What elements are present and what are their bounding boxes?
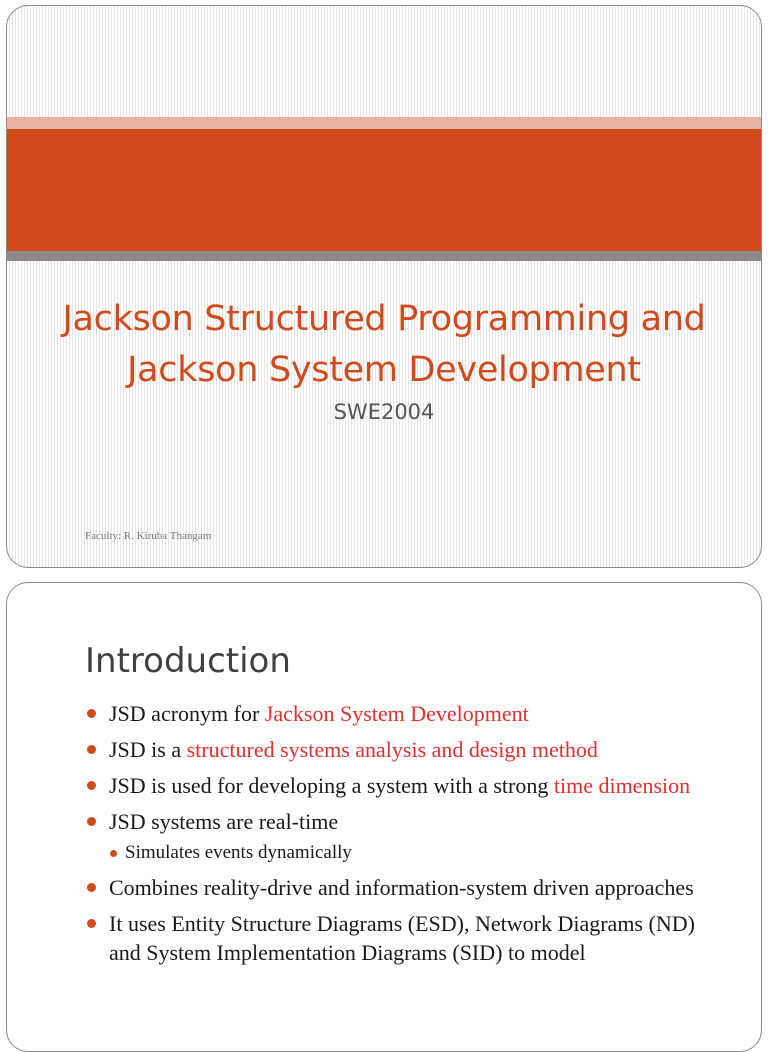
bullet-list: [85, 699, 725, 974]
bullet-item: JSD acronym for Jackson System Development: [85, 699, 725, 728]
introduction-slide: [6, 582, 762, 1052]
slide-title-line-1: Jackson Structured Programming and: [62, 299, 706, 339]
header-band-light: [7, 117, 761, 129]
sub-bullet-item: Simulates events dynamically: [109, 840, 725, 866]
slide-title-line-2: Jackson System Development: [127, 350, 641, 390]
bullet-item: JSD systems are real-time: [85, 807, 725, 836]
bullet-item: It uses Entity Structure Diagrams (ESD), Network Diagrams (ND) and System Implementation Diagrams (SID) to model: [85, 909, 725, 967]
header-band-dark: [7, 251, 761, 261]
header-band: [7, 129, 761, 251]
bullet-item: JSD is used for developing a system with a strong time dimension: [85, 771, 725, 800]
slide-heading: Introduction: [85, 641, 291, 681]
bullet-item: Combines reality-drive and information-system driven approaches: [85, 873, 725, 902]
slide-title: [7, 294, 761, 396]
title-slide: [6, 5, 762, 568]
slide-footer: Faculty: R. Kiruba Thangam: [85, 530, 212, 542]
bullet-item: JSD is a structured systems analysis and design method: [85, 735, 725, 764]
slide-subtitle: SWE2004: [333, 400, 435, 424]
